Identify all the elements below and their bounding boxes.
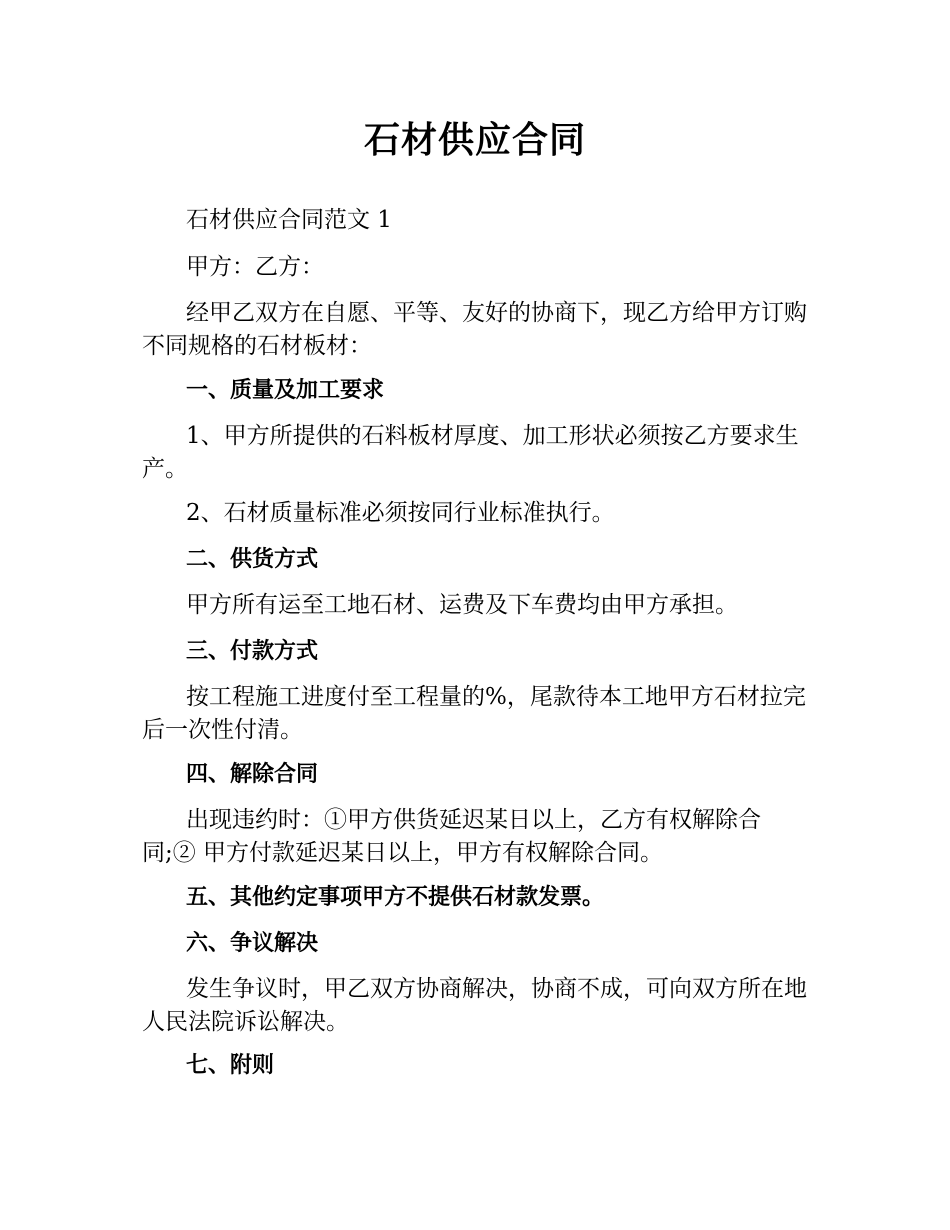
paragraph-dispute: 发生争议时，甲乙双方协商解决，协商不成，可向双方所在地人民法院诉讼解决。 <box>142 976 807 1035</box>
section-heading-supply: 二、供货方式 <box>186 547 319 572</box>
paragraph-payment: 按工程施工进度付至工程量的%，尾款待本工地甲方石材拉完后一次性付清。 <box>142 684 806 743</box>
paragraph-parties: 甲方：乙方： <box>186 254 324 280</box>
section-heading-other: 五、其他约定事项甲方不提供石材款发票。 <box>186 885 605 910</box>
paragraph-quality-2: 2、石材质量标准必须按同行业标准执行。 <box>186 500 615 526</box>
paragraph-quality-1: 1、甲方所提供的石料板材厚度、加工形状必须按乙方要求生产。 <box>142 423 799 482</box>
section-heading-termination: 四、解除合同 <box>186 762 319 787</box>
document-title: 石材供应合同 <box>363 120 586 161</box>
paragraph-termination: 出现违约时：①甲方供货延迟某日以上，乙方有权解除合同;② 甲方付款延迟某日以上，甲方有权解除合同。 <box>142 807 761 866</box>
paragraph-template-name: 石材供应合同范文 1 <box>186 207 392 233</box>
section-heading-appendix: 七、附则 <box>186 1053 275 1078</box>
paragraph-intro: 经甲乙双方在自愿、平等、友好的协商下，现乙方给甲方订购不同规格的石材板材： <box>142 300 807 359</box>
paragraph-supply: 甲方所有运至工地石材、运费及下车费均由甲方承担。 <box>186 592 738 618</box>
section-heading-quality: 一、质量及加工要求 <box>186 378 385 403</box>
section-heading-dispute: 六、争议解决 <box>186 931 319 956</box>
section-heading-payment: 三、付款方式 <box>186 639 319 664</box>
